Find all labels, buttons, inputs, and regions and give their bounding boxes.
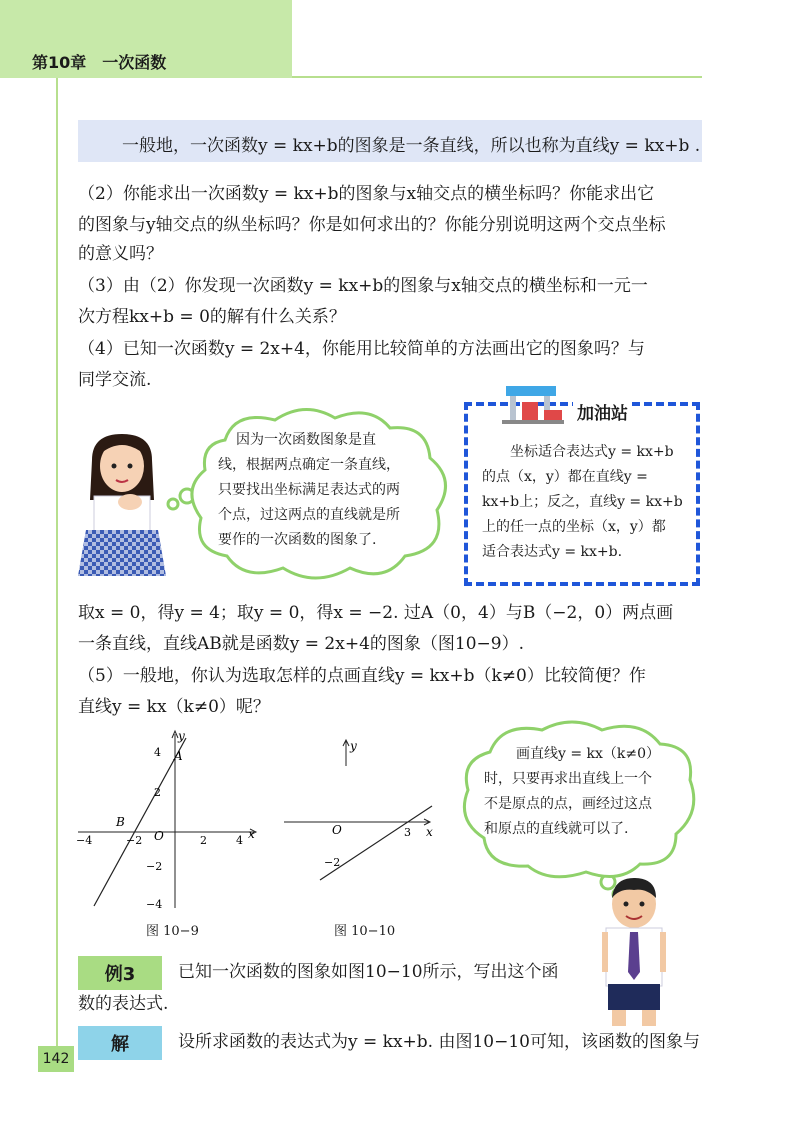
example-3-label: 例3 [78, 956, 162, 990]
girl-illustration [76, 430, 168, 576]
question-2-line-3: 的意义吗？ [78, 244, 163, 264]
figure-10-10-caption: 图 10−10 [334, 924, 396, 939]
fig1-xtick-2: 2 [200, 834, 207, 847]
solution-text: 设所求函数的表达式为y = kx+b. 由图10−10可知，该函数的图象与 [178, 1032, 700, 1052]
fig1-xtick-neg4: −4 [76, 834, 93, 847]
bubble-2-line-2: 时，只要再求出直线上一个 [484, 771, 652, 787]
fig2-origin: O [332, 823, 342, 837]
fig2-y-label: y [350, 739, 357, 753]
fig2-x-label: x [426, 825, 433, 839]
bubble-1-line-3: 只要找出坐标满足表达式的两 [218, 482, 400, 498]
fig2-ytick-neg2: −2 [324, 856, 341, 869]
bubble-2-line-1: 画直线y = kx（k≠0） [516, 746, 661, 762]
info-line-4: 上的任一点的坐标（x，y）都 [482, 519, 666, 535]
figure-10-10 [280, 736, 440, 886]
solution-line-2: 一条直线，直线AB就是函数y = 2x+4的图象（图10−9）. [78, 634, 524, 654]
question-2-line-2: 的图象与y轴交点的纵坐标吗？你是如何求出的？你能分别说明这两个交点坐标 [78, 215, 666, 235]
info-line-3: kx+b上；反之，直线y = kx+b [482, 494, 683, 510]
question-3-line-1: （3）由（2）你发现一次函数y = kx+b的图象与x轴交点的横坐标和一元一 [78, 276, 648, 296]
question-2-line-1: （2）你能求出一次函数y = kx+b的图象与x轴交点的横坐标吗？你能求出它 [78, 184, 655, 204]
page-number: 142 [38, 1046, 74, 1072]
question-4-line-2: 同学交流. [78, 370, 152, 390]
chapter-title: 第10章 一次函数 [32, 53, 167, 72]
question-4-line-1: （4）已知一次函数y = 2x+4，你能用比较简单的方法画出它的图象吗？与 [78, 339, 645, 359]
info-line-1: 坐标适合表达式y = kx+b [510, 444, 674, 460]
fig1-y-label: y [178, 729, 185, 743]
fig1-point-b: B [116, 815, 125, 829]
question-3-line-2: 次方程kx+b = 0的解有什么关系？ [78, 307, 346, 327]
bubble-1-line-1: 因为一次函数图象是直 [236, 432, 376, 448]
figure-10-9-caption: 图 10−9 [146, 924, 199, 939]
fig1-ytick-4: 4 [154, 746, 161, 759]
figure-10-9 [74, 726, 274, 916]
fig1-point-a: A [174, 749, 183, 763]
bubble-1-line-2: 线，根据两点确定一条直线， [218, 457, 400, 473]
bubble-2-line-3: 不是原点的点，画经过这点 [484, 796, 652, 812]
info-line-2: 的点（x，y）都在直线y = [482, 469, 648, 485]
header-rule [292, 76, 702, 78]
margin-rule [56, 78, 58, 1046]
fig1-xtick-4: 4 [236, 834, 243, 847]
fig1-ytick-2: 2 [154, 786, 161, 799]
example-3-line-2: 数的表达式. [78, 994, 169, 1014]
fig1-origin: O [154, 829, 164, 843]
question-5-line-1: （5）一般地，你认为选取怎样的点画直线y = kx+b（k≠0）比较简便？作 [78, 666, 646, 686]
fig2-xtick-3: 3 [404, 826, 411, 839]
fig1-ytick-neg4: −4 [146, 898, 163, 911]
question-5-line-2: 直线y = kx（k≠0）呢？ [78, 697, 270, 717]
bubble-1-line-5: 要作的一次函数的图象了. [218, 532, 377, 548]
example-3-line-1: 已知一次函数的图象如图10−10所示，写出这个函 [178, 962, 559, 982]
solution-label: 解 [78, 1026, 162, 1060]
bubble-2-line-4: 和原点的直线就可以了. [484, 821, 629, 837]
info-line-5: 适合表达式y = kx+b. [482, 544, 623, 560]
summary-text: 一般地，一次函数y = kx+b的图象是一条直线，所以也称为直线y = kx+b . [122, 136, 701, 156]
fig1-x-label: x [248, 827, 255, 841]
bubble-1-line-4: 个点，过这两点的直线就是所 [218, 507, 400, 523]
fig1-xtick-neg2: −2 [126, 834, 143, 847]
solution-line-1: 取x = 0，得y = 4；取y = 0，得x = −2. 过A（0，4）与B（−2，0）两点画 [78, 603, 674, 623]
fig1-ytick-neg2: −2 [146, 860, 163, 873]
gas-station-icon [500, 380, 566, 426]
info-box-title: 加油站 [573, 399, 632, 424]
